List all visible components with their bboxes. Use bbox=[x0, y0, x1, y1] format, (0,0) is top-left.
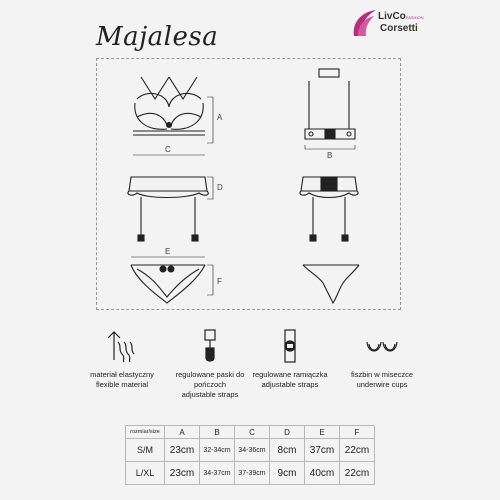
value-cell: 34-36cm bbox=[235, 439, 270, 462]
feature-label-pl: regulowane ramiączka bbox=[252, 370, 328, 379]
feature-label-en: adjustable straps bbox=[181, 390, 239, 399]
size-cell: S/M bbox=[126, 439, 165, 462]
value-cell: 37-39cm bbox=[235, 462, 270, 485]
feature-label-en: adjustable straps bbox=[261, 380, 319, 389]
dim-label-a: A bbox=[217, 113, 223, 122]
size-table-corner: rozmiar/size bbox=[126, 426, 165, 439]
underwire-cups-icon bbox=[364, 328, 400, 364]
value-cell: 40cm bbox=[305, 462, 340, 485]
garter-belt-front-drawing bbox=[128, 177, 208, 241]
logo-sub: FASHION bbox=[406, 15, 424, 20]
column-header-b: B bbox=[200, 426, 235, 439]
value-cell: 37cm bbox=[305, 439, 340, 462]
dim-label-f: F bbox=[217, 277, 222, 286]
feature-label-en: flexible material bbox=[95, 380, 149, 389]
value-cell: 8cm bbox=[270, 439, 305, 462]
value-cell: 34-37cm bbox=[200, 462, 235, 485]
lingerie-sketch bbox=[97, 59, 402, 311]
value-cell: 9cm bbox=[270, 462, 305, 485]
panty-front-drawing bbox=[131, 265, 205, 303]
elastic-fabric-icon bbox=[104, 328, 140, 364]
size-cell: L/XL bbox=[126, 462, 165, 485]
strap-slider-icon bbox=[272, 328, 308, 364]
size-table-header-row bbox=[126, 426, 375, 439]
feature-label-pl: regulowane paski do pończoch bbox=[175, 370, 245, 389]
dim-label-b: B bbox=[327, 151, 333, 160]
value-cell: 22cm bbox=[340, 439, 375, 462]
dim-label-e: E bbox=[165, 247, 171, 256]
bra-back-drawing bbox=[305, 69, 355, 139]
column-header-f: F bbox=[340, 426, 375, 439]
value-cell: 23cm bbox=[165, 462, 200, 485]
technical-drawing-frame bbox=[96, 58, 401, 310]
value-cell: 32-34cm bbox=[200, 439, 235, 462]
column-header-c: C bbox=[235, 426, 270, 439]
column-header-d: D bbox=[270, 426, 305, 439]
brand-logo bbox=[350, 6, 430, 42]
dim-label-d: D bbox=[217, 183, 223, 192]
feature-label-en: underwire cups bbox=[356, 380, 408, 389]
value-cell: 23cm bbox=[165, 439, 200, 462]
feature-adjustable-straps bbox=[240, 328, 340, 390]
product-title: Majalesa bbox=[96, 22, 219, 52]
column-header-a: A bbox=[165, 426, 200, 439]
logo-line-2: Corsetti bbox=[380, 23, 418, 34]
feature-label-pl: materiał elastyczny bbox=[90, 370, 154, 379]
table-row bbox=[126, 462, 375, 485]
feature-flexible-material bbox=[72, 328, 172, 390]
feature-label-pl: fiszbin w miseczce bbox=[350, 370, 414, 379]
garter-belt-back-drawing bbox=[300, 177, 358, 241]
garter-clip-icon bbox=[192, 328, 228, 364]
feature-underwire-cups bbox=[332, 328, 432, 390]
size-table bbox=[125, 425, 375, 485]
panty-back-drawing bbox=[303, 265, 359, 303]
dim-label-c: C bbox=[165, 145, 171, 154]
logo-line-1: LivCo bbox=[378, 11, 406, 22]
value-cell: 22cm bbox=[340, 462, 375, 485]
column-header-e: E bbox=[305, 426, 340, 439]
table-row bbox=[126, 439, 375, 462]
logo-swirl-icon bbox=[350, 6, 380, 40]
bra-front-drawing bbox=[133, 77, 205, 135]
